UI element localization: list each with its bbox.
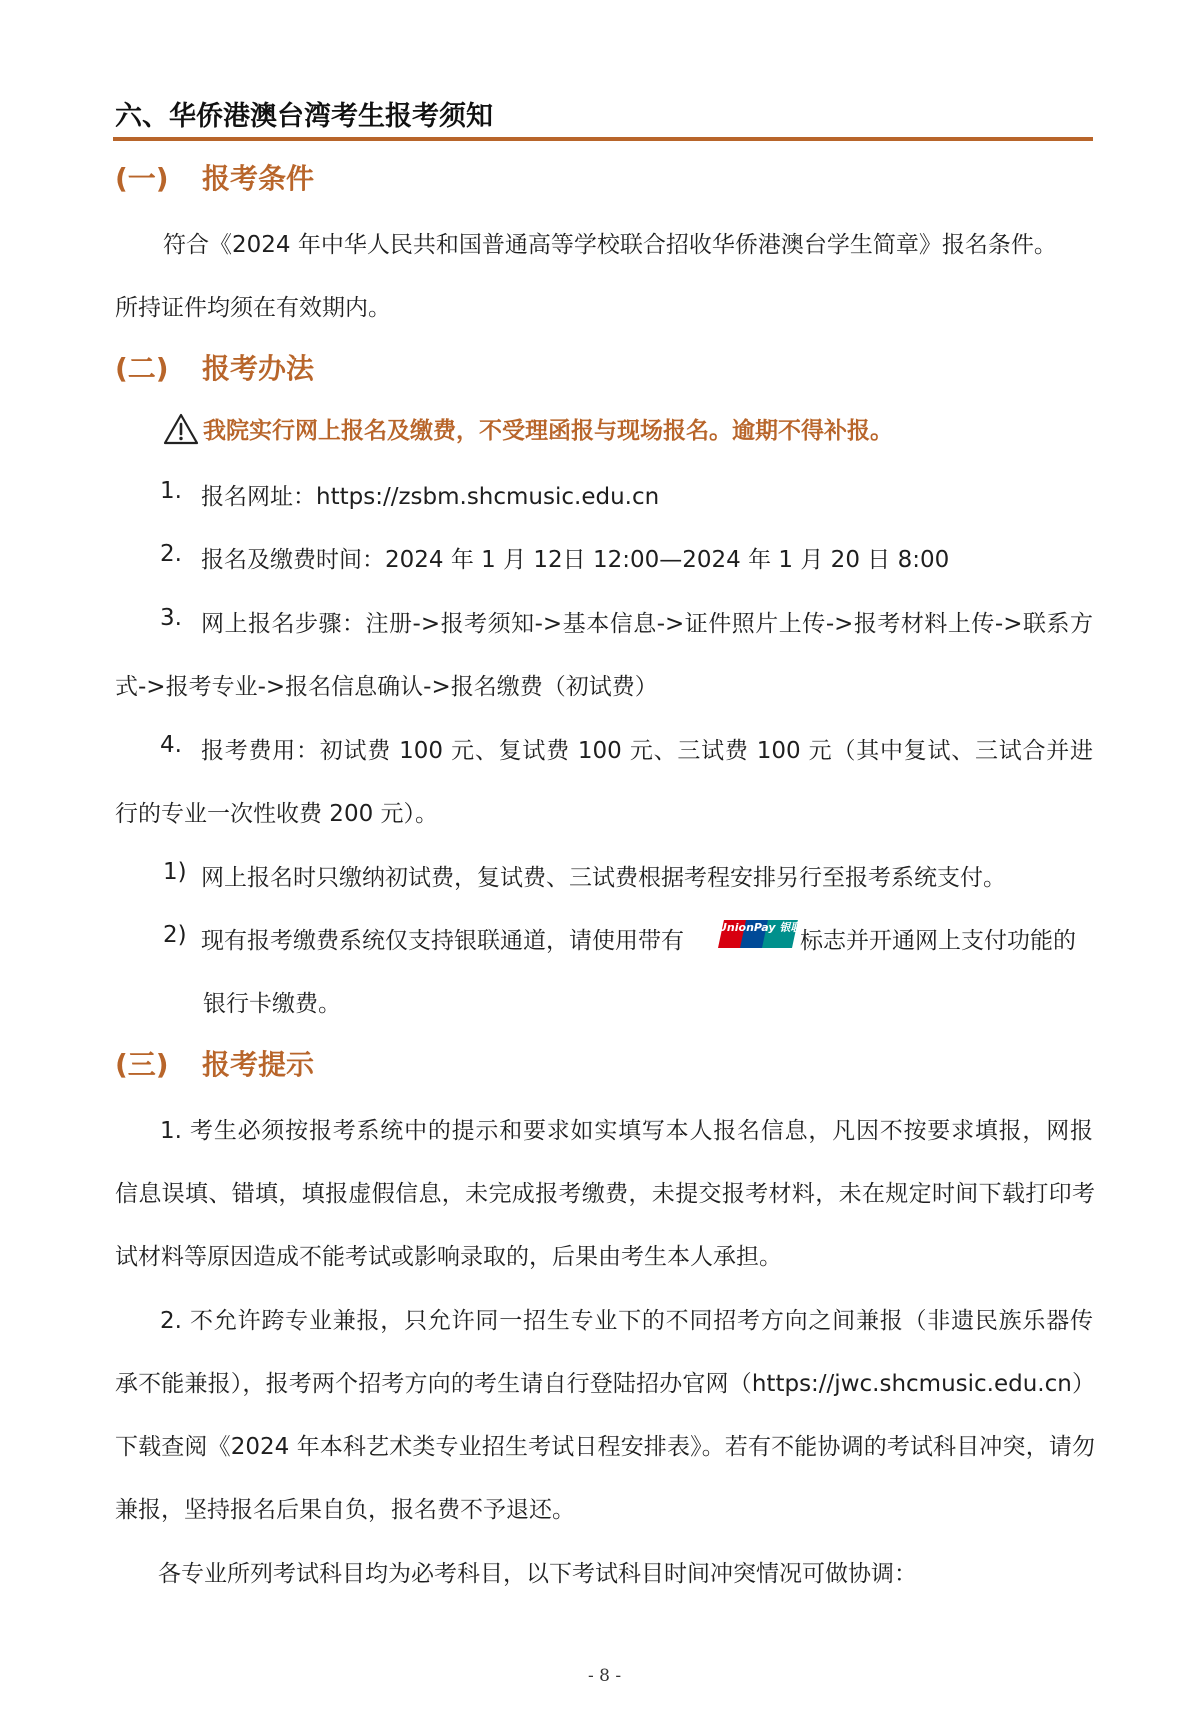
tip1-line2: 信息误填、错填，填报虚假信息，未完成报考缴费，未提交报考材料，未在规定时间下载打印考 — [115, 1181, 1095, 1207]
tip2-line3: 下载查阅《2024 年本科艺术类专业招生考试日程安排表》。若有不能协调的考试科目冲突，请勿 — [115, 1434, 1095, 1460]
subitem2-text-before: 现有报考缴费系统仅支持银联通道，请使用带有 — [201, 928, 684, 954]
section3-number: (三) — [115, 1048, 169, 1081]
item2-text: 报名及缴费时间：2024 年 1 月 12日 12:00—2024 年 1 月 20 日 8:00 — [201, 547, 950, 573]
subitem1-number: 1) — [163, 859, 187, 885]
item3-number: 3. — [160, 605, 182, 631]
tip2-line2: 承不能兼报），报考两个招考方向的考生请自行登陆招办官网（https://jwc.shcmusic.edu.cn） — [115, 1371, 1095, 1397]
tip2-line1: 2. 不允许跨专业兼报，只允许同一招生专业下的不同招考方向之间兼报（非遗民族乐器传 — [160, 1308, 1093, 1334]
subitem1-text: 网上报名时只缴纳初试费，复试费、三试费根据考程安排另行至报考系统支付。 — [201, 865, 1006, 891]
section1-paragraph-line1: 符合《2024 年中华人民共和国普通高等学校联合招收华侨港澳台学生简章》报名条件。 — [163, 232, 1057, 258]
title-underline — [113, 137, 1093, 141]
section1-number: (一) — [115, 162, 169, 195]
page-title: 六、华侨港澳台湾考生报考须知 — [115, 101, 493, 132]
item1-number: 1. — [160, 478, 182, 504]
section1-paragraph-line2: 所持证件均须在有效期内。 — [115, 295, 391, 321]
item1-text: 报名网址：https://zsbm.shcmusic.edu.cn — [201, 484, 660, 510]
item4-line2: 行的专业一次性收费 200 元）。 — [115, 801, 439, 827]
section3-title: 报考提示 — [202, 1048, 315, 1081]
tip2-line4: 兼报，坚持报名后果自负，报名费不予退还。 — [115, 1497, 575, 1523]
subitem2-line2: 银行卡缴费。 — [203, 991, 341, 1017]
tip1-line1: 1. 考生必须按报考系统中的提示和要求如实填写本人报名信息，凡因不按要求填报，网报 — [160, 1118, 1093, 1144]
subitem2-text-after: 标志并开通网上支付功能的 — [800, 928, 1076, 954]
item3-line1: 网上报名步骤：注册->报考须知->基本信息->证件照片上传->报考材料上传->联系方 — [201, 611, 1093, 637]
item4-line1: 报考费用：初试费 100 元、复试费 100 元、三试费 100 元（其中复试、三试合并进 — [201, 738, 1093, 764]
item4-number: 4. — [160, 732, 182, 758]
warning-notice — [163, 412, 893, 445]
page-number: - 8 - — [588, 1666, 622, 1686]
unionpay-logo-text: UnionPay 银联 — [718, 921, 802, 934]
warning-text: 我院实行网上报名及缴费，不受理函报与现场报名。逾期不得补报。 — [203, 418, 893, 444]
section2-number: (二) — [115, 352, 169, 385]
item3-line2: 式->报考专业->报名信息确认->报名缴费（初试费） — [115, 674, 658, 700]
item2-number: 2. — [160, 541, 182, 567]
warning-icon — [163, 413, 199, 445]
unionpay-logo — [718, 920, 802, 948]
section1-title: 报考条件 — [202, 162, 315, 195]
tip1-line3: 试材料等原因造成不能考试或影响录取的，后果由考生本人承担。 — [115, 1244, 782, 1270]
subitem2-number: 2) — [163, 922, 187, 948]
section2-title: 报考办法 — [202, 352, 315, 385]
tip3-text: 各专业所列考试科目均为必考科目，以下考试科目时间冲突情况可做协调： — [158, 1561, 917, 1587]
